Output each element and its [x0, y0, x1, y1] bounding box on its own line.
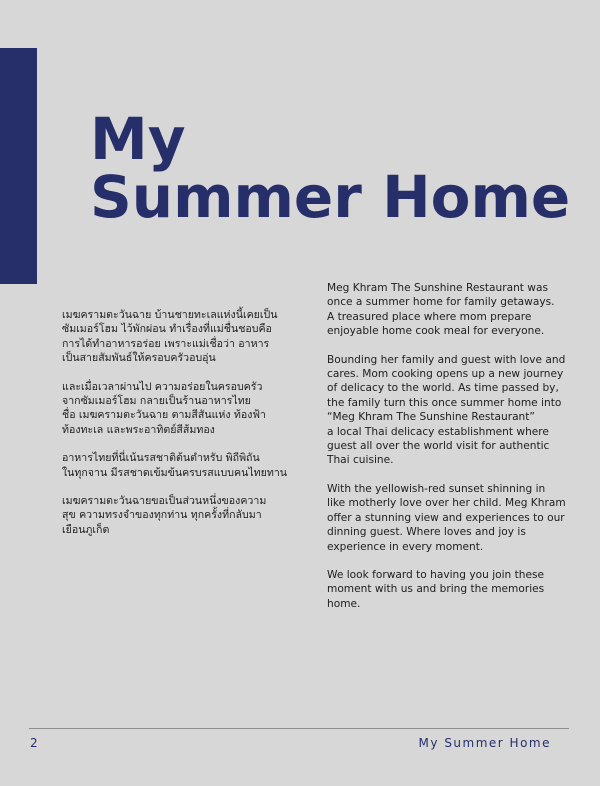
- english-paragraph-2: Bounding her family and guest with love and cares. Mom cooking opens up a new journey of delicacy to the world. As time passed by, the family turn this once summer home into “Meg Khram The Sunshine Restaurant” a local Thai delicacy establishment where guest all over the world visit for authentic Thai cuisine.: [327, 353, 566, 467]
- thai-paragraph-2: และเมื่อเวลาผ่านไป ความอร่อยในครอบครัว จากซัมเมอร์โฮม กลายเป็นร้านอาหารไทย ชื่อ เมฆครามตะวันฉาย ตามสีสันแห่ง ท้องฟ้า ท้องทะเล และพระอาทิตย์สีส้มทอง: [62, 380, 266, 436]
- english-text-column: [327, 281, 577, 625]
- accent-bar: [0, 48, 37, 284]
- running-title: My Summer Home: [418, 736, 551, 750]
- page-title: [90, 105, 571, 231]
- page-title-line-1: My: [90, 105, 186, 173]
- page-number: 2: [30, 736, 38, 750]
- thai-paragraph-1: เมฆครามตะวันฉาย บ้านชายทะเลแห่งนี้เคยเป็น ซัมเมอร์โฮม ไว้พักผ่อน ทำเรื่องที่แม่ชื่นชอบคือ การได้ทำอาหารอร่อย เพราะแม่เชื่อว่า อาหาร เป็นสายสัมพันธ์ให้ครอบครัวอบอุ่น: [62, 309, 278, 365]
- thai-paragraph-4: เมฆครามตะวันฉายขอเป็นส่วนหนึ่งของความ สุข ความทรงจำของทุกท่าน ทุกครั้งที่กลับมา เยือนภูเก็ต: [62, 495, 267, 536]
- english-paragraph-3: With the yellowish-red sunset shinning in like motherly love over her child. Meg Khram offer a stunning view and experiences to our dinning guest. Where loves and joy is experience in every moment.: [327, 482, 566, 553]
- thai-paragraph-3: อาหารไทยที่นี่เน้นรสชาติต้นตำหรับ พิถีพิถัน ในทุกจาน มีรสชาดเข้มข้นครบรสแบบคนไทยทาน: [62, 452, 288, 479]
- english-paragraph-1: Meg Khram The Sunshine Restaurant was once a summer home for family getaways. A treasured place where mom prepare enjoyable home cook meal for everyone.: [327, 282, 555, 338]
- english-paragraph-4: We look forward to having you join these moment with us and bring the memories home.: [327, 568, 545, 610]
- footer-divider: [29, 728, 569, 729]
- page-title-line-2: Summer Home: [90, 163, 571, 231]
- thai-text-column: [62, 308, 307, 551]
